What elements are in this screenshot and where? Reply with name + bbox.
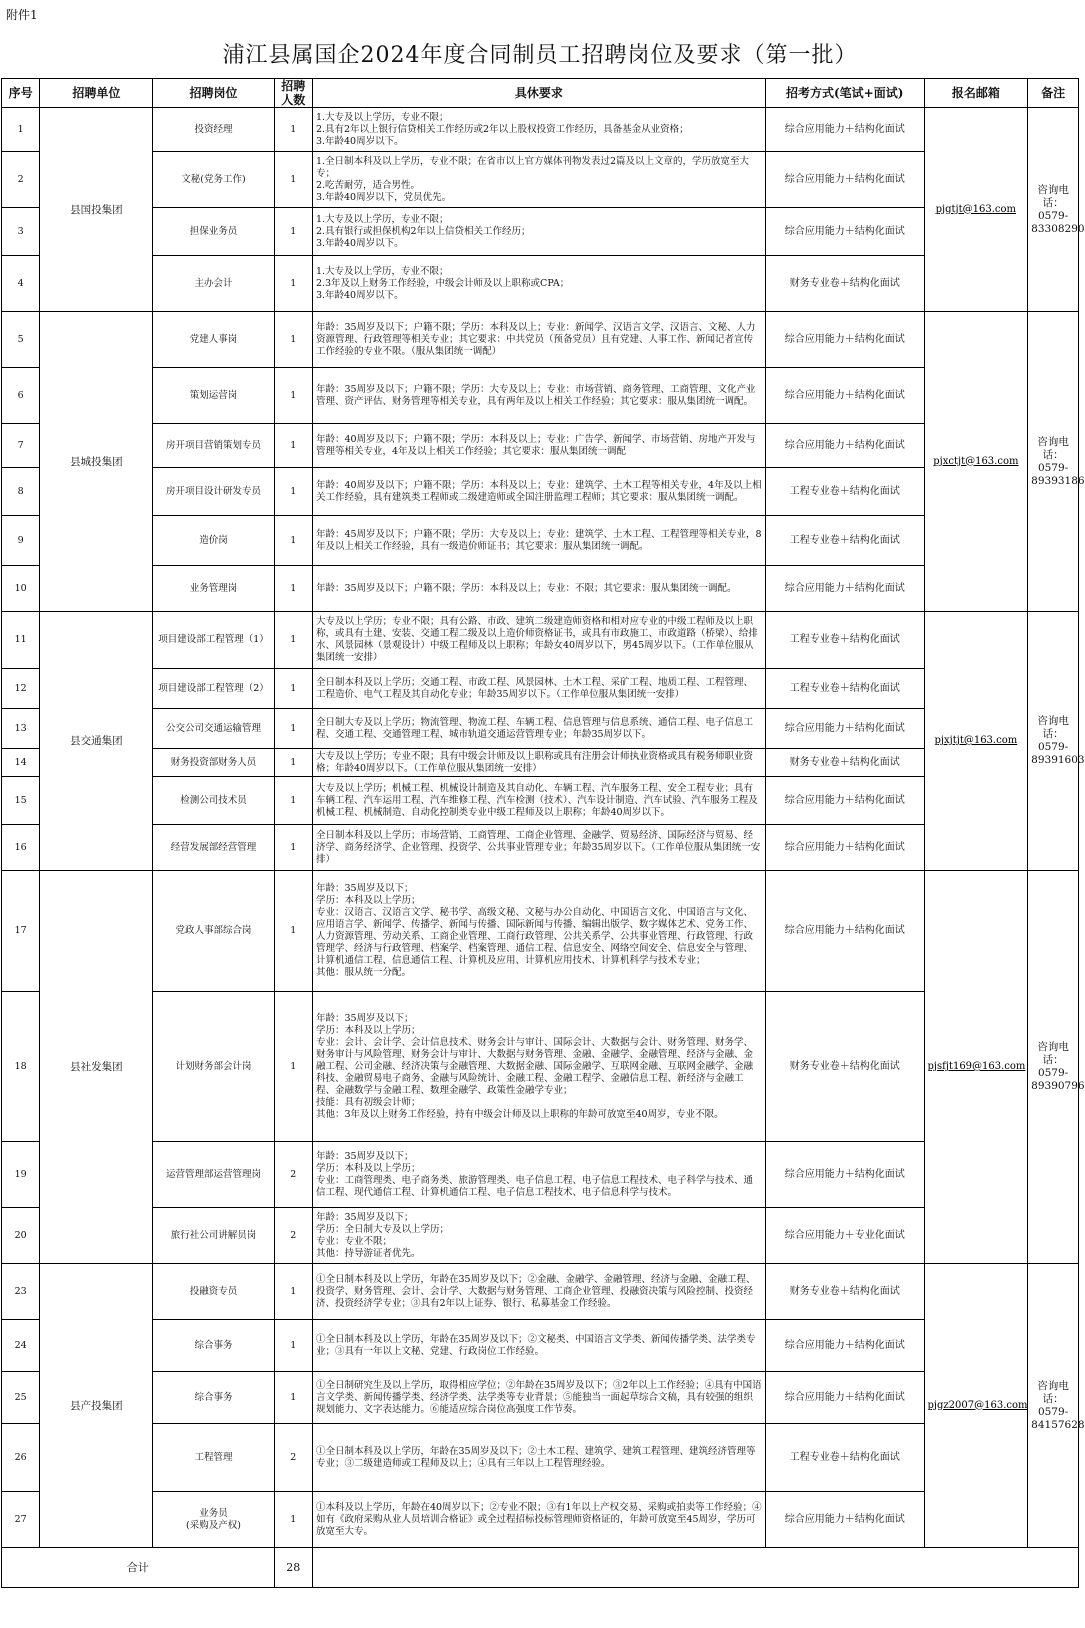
num-cell: 1: [274, 516, 312, 566]
exam-cell: 综合应用能力＋结构化面试: [765, 368, 924, 424]
row-no: 1: [2, 108, 40, 152]
num-cell: 1: [274, 152, 312, 208]
post-cell: 经营发展部经营管理: [153, 825, 274, 871]
header-email: 报名邮箱: [924, 79, 1028, 108]
row-no: 9: [2, 516, 40, 566]
requirements-cell: 全日制大专及以上学历；物流管理、物流工程、车辆工程、信息管理与信息系统、通信工程、电子信息工程、交通工程、交通管理工程、城市轨道交通运营管理专业；年龄35周岁以下。: [312, 709, 765, 749]
num-cell: 1: [274, 871, 312, 992]
page-title: 浦江县属国企2024年度合同制员工招聘岗位及要求（第一批）: [222, 43, 858, 68]
requirements-cell: 年龄：35周岁及以下；户籍不限；学历：大专及以上；专业：市场营销、商务管理、工商管理、文化产业管理、资产评估、财务管理等相关专业，具有两年及以上相关工作经验；其它要求：服从集团统一调配。: [312, 368, 765, 424]
table-row: [2, 709, 1079, 749]
post-cell: 业务管理岗: [153, 566, 274, 612]
table-row: [2, 468, 1079, 516]
table-row: [2, 424, 1079, 468]
table-row: [2, 108, 1079, 152]
num-cell: 1: [274, 108, 312, 152]
num-cell: 1: [274, 1320, 312, 1372]
requirements-cell: ①全日制本科及以上学历，年龄在35周岁及以下；②土木工程、建筑学、建筑工程管理、建筑经济管理等专业；③二级建造师或工程师及以上；④具有三年以上工程管理经验。: [312, 1424, 765, 1492]
num-cell: 1: [274, 424, 312, 468]
row-no: 16: [2, 825, 40, 871]
header-req: 具休要求: [312, 79, 765, 108]
exam-cell: 财务专业卷＋结构化面试: [765, 256, 924, 312]
num-cell: 1: [274, 468, 312, 516]
row-no: 12: [2, 669, 40, 709]
row-no: 2: [2, 152, 40, 208]
table-row: [2, 749, 1079, 777]
exam-cell: 综合应用能力＋结构化面试: [765, 709, 924, 749]
total-row: [2, 1548, 1079, 1588]
row-no: 4: [2, 256, 40, 312]
exam-cell: 综合应用能力＋结构化面试: [765, 1320, 924, 1372]
row-no: 23: [2, 1264, 40, 1320]
requirements-cell: 大专及以上学历；专业不限；具有中级会计师及以上职称或具有注册会计师执业资格或具有税务师职业资格；年龄40周岁以下。（工作单位服从集团统一安排）: [312, 749, 765, 777]
header-num: 招聘人数: [274, 79, 312, 108]
annex-label: 附件1: [6, 8, 38, 22]
exam-cell: 综合应用能力＋结构化面试: [765, 108, 924, 152]
table-row: [2, 256, 1079, 312]
requirements-cell: 年龄：35周岁及以下；户籍不限；学历：本科及以上；专业：不限；其它要求：服从集团统一调配。: [312, 566, 765, 612]
post-cell: 投融资专员: [153, 1264, 274, 1320]
exam-cell: 财务专业卷＋结构化面试: [765, 749, 924, 777]
table-row: [2, 992, 1079, 1142]
remark-cell: 咨询电话：0579-89390796: [1028, 871, 1079, 1264]
header-exam: 招考方式(笔试+面试): [765, 79, 924, 108]
table-row: [2, 777, 1079, 825]
table-row: [2, 871, 1079, 992]
requirements-cell: 大专及以上学历；机械工程、机械设计制造及其自动化、车辆工程、汽车服务工程、安全工程专业；具有车辆工程、汽车运用工程、汽车维修工程、汽车检测（技术）、汽车设计制造、汽车试验、汽车服务工程及机械工程、机械制造、自动化控制类专业中级工程师及以上职称；年龄40周岁以下。: [312, 777, 765, 825]
num-cell: 1: [274, 1264, 312, 1320]
requirements-cell: 年龄：35周岁及以下； 学历：全日制大专及以上学历； 专业：专业不限； 其他：持导游证者优先。: [312, 1208, 765, 1264]
table-row: [2, 566, 1079, 612]
row-no: 25: [2, 1372, 40, 1424]
exam-cell: 综合应用能力＋结构化面试: [765, 312, 924, 368]
row-no: 17: [2, 871, 40, 992]
remark-cell: 咨询电话：0579-83308290: [1028, 108, 1079, 312]
post-cell: 造价岗: [153, 516, 274, 566]
row-no: 24: [2, 1320, 40, 1372]
num-cell: 1: [274, 612, 312, 669]
num-cell: 1: [274, 368, 312, 424]
row-no: 6: [2, 368, 40, 424]
row-no: 5: [2, 312, 40, 368]
exam-cell: 综合应用能力＋结构化面试: [765, 208, 924, 256]
requirements-cell: 1.大专及以上学历，专业不限； 2.3年及以上财务工作经验，中级会计师及以上职称或CPA； 3.年龄40周岁以下。: [312, 256, 765, 312]
requirements-cell: 年龄：35周岁及以下；户籍不限；学历：本科及以上；专业：新闻学、汉语言文学、汉语言、文秘、人力资源管理、行政管理等相关专业；其它要求：中共党员（预备党员）且有党建、人事工作、新闻记者宣传工作经验的专业不限。（服从集团统一调配）: [312, 312, 765, 368]
num-cell: 1: [274, 749, 312, 777]
remark-cell: 咨询电话：0579-84157628: [1028, 1264, 1079, 1548]
row-no: 27: [2, 1492, 40, 1548]
email-cell[interactable]: pjxjtjt@163.com: [924, 612, 1028, 871]
post-cell: 文秘(党务工作): [153, 152, 274, 208]
exam-cell: 综合应用能力＋结构化面试: [765, 825, 924, 871]
requirements-cell: 年龄：40周岁及以下；户籍不限；学历：本科及以上；专业：建筑学、土木工程等相关专业，4年及以上相关工作经验，具有建筑类工程师或二级建造师或全国注册监理工程师；其它要求：服从集团统一调配。: [312, 468, 765, 516]
num-cell: 2: [274, 1142, 312, 1208]
unit-cell: 县交通集团: [40, 612, 153, 871]
exam-cell: 综合应用能力＋专业化面试: [765, 1208, 924, 1264]
exam-cell: 综合应用能力＋结构化面试: [765, 566, 924, 612]
header-post: 招聘岗位: [153, 79, 274, 108]
requirements-cell: 年龄：35周岁及以下； 学历：本科及以上学历； 专业：工商管理类、电子商务类、旅游管理类、电子信息工程、电子信息工程技术、电子科学与技术、通信工程、现代通信工程、计算机通信工程、电子信息工程技术、电子信息科学与技术。: [312, 1142, 765, 1208]
requirements-cell: 年龄：45周岁及以下；户籍不限；学历：大专及以上；专业：建筑学、土木工程、工程管理等相关专业，8年及以上相关工作经验，具有一级造价师证书；其它要求：服从集团统一调配。: [312, 516, 765, 566]
requirements-cell: 1.大专及以上学历，专业不限； 2.具有2年以上银行信贷相关工作经历或2年以上股权投资工作经历，具备基金从业资格； 3.年龄40周岁以下。: [312, 108, 765, 152]
exam-cell: 综合应用能力＋结构化面试: [765, 1492, 924, 1548]
num-cell: 1: [274, 208, 312, 256]
total-empty: [312, 1548, 1078, 1588]
post-cell: 综合事务: [153, 1320, 274, 1372]
remark-cell: 咨询电话：0579-89393186: [1028, 312, 1079, 612]
table-row: [2, 1424, 1079, 1492]
requirements-cell: 年龄：40周岁及以下；户籍不限；学历：本科及以上；专业：广告学、新闻学、市场营销、房地产开发与管理等相关专业，4年及以上相关工作经验；其它要求：服从集团统一调配: [312, 424, 765, 468]
requirements-cell: 全日制本科及以上学历；市场营销、工商管理、工商企业管理、金融学、贸易经济、国际经济与贸易、经济学、商务经济学、企业管理、投资学、公共事业管理专业；年龄35周岁以下。（工作单位服从集团统一安排）: [312, 825, 765, 871]
post-cell: 旅行社公司讲解员岗: [153, 1208, 274, 1264]
post-cell: 房开项目营销策划专员: [153, 424, 274, 468]
exam-cell: 综合应用能力＋结构化面试: [765, 1372, 924, 1424]
post-cell: 财务投资部财务人员: [153, 749, 274, 777]
row-no: 20: [2, 1208, 40, 1264]
post-cell: 工程管理: [153, 1424, 274, 1492]
post-cell: 运营管理部运营管理岗: [153, 1142, 274, 1208]
num-cell: 1: [274, 566, 312, 612]
header-remark: 备注: [1028, 79, 1079, 108]
post-cell: 党建人事岗: [153, 312, 274, 368]
header-row: [2, 79, 1079, 108]
exam-cell: 工程专业卷＋结构化面试: [765, 612, 924, 669]
table-row: [2, 1264, 1079, 1320]
post-cell: 业务员 (采购及产权): [153, 1492, 274, 1548]
num-cell: 1: [274, 256, 312, 312]
requirements-cell: 大专及以上学历；专业不限；具有公路、市政、建筑二级建造师资格和相对应专业的中级工程师及以上职称，或具有土建、安装、交通工程二级及以上造价师资格证书，或具有市政施工、市政道路（桥梁）、给排水、风景园林（景观设计）中级工程师及以上职称；年龄女40周岁以下，男45周岁以下。（工作单位服从集团统一安排）: [312, 612, 765, 669]
email-cell[interactable]: pjgtjt@163.com: [924, 108, 1028, 312]
requirements-cell: 1.全日制本科及以上学历，专业不限；在省市以上官方媒体刊物发表过2篇及以上文章的，学历放宽至大专； 2.吃苦耐劳，适合男性。 3.年龄40周岁以下，党员优先。: [312, 152, 765, 208]
exam-cell: 财务专业卷＋结构化面试: [765, 1264, 924, 1320]
table-row: [2, 612, 1079, 669]
post-cell: 担保业务员: [153, 208, 274, 256]
post-cell: 公交公司交通运输管理: [153, 709, 274, 749]
email-cell[interactable]: pjsfjt169@163.com: [924, 871, 1028, 1264]
post-cell: 项目建设部工程管理（2）: [153, 669, 274, 709]
requirements-cell: 年龄：35周岁及以下； 学历：本科及以上学历； 专业：汉语言、汉语言文学、秘书学、高级文秘、文秘与办公自动化、中国语言文化、中国语言与文化、应用语言学、新闻学、传播学、新闻与传播、国际新闻与传播、编辑出版学、数字媒体艺术、党务工作、人力资源管理、劳动关系、工商企业管理、工商行政管理、公共关系学、公共事业管理、行政管理、行政管理学、经济与行政管理、档案学、档案管理、通信工程、信息安全、网络空间安全、信息安全与管理、计算机通信工程、信息通信工程、计算机及应用、计算机应用技术、计算机科学与技术专业； 其他：服从统一分配。: [312, 871, 765, 992]
num-cell: 1: [274, 992, 312, 1142]
table-row: [2, 825, 1079, 871]
num-cell: 1: [274, 312, 312, 368]
num-cell: 2: [274, 1424, 312, 1492]
row-no: 8: [2, 468, 40, 516]
row-no: 18: [2, 992, 40, 1142]
num-cell: 1: [274, 1492, 312, 1548]
total-num: 28: [274, 1548, 312, 1588]
post-cell: 检测公司技术员: [153, 777, 274, 825]
table-row: [2, 1142, 1079, 1208]
table-row: [2, 1208, 1079, 1264]
exam-cell: 财务专业卷＋结构化面试: [765, 992, 924, 1142]
exam-cell: 综合应用能力＋结构化面试: [765, 1142, 924, 1208]
row-no: 7: [2, 424, 40, 468]
exam-cell: 工程专业卷＋结构化面试: [765, 468, 924, 516]
table-row: [2, 1492, 1079, 1548]
header-no: 序号: [2, 79, 40, 108]
table-row: [2, 1372, 1079, 1424]
row-no: 3: [2, 208, 40, 256]
table-row: [2, 152, 1079, 208]
recruitment-table: [1, 78, 1085, 1588]
requirements-cell: 1.大专及以上学历，专业不限； 2.具有银行或担保机构2年以上信贷相关工作经历； 3.年龄40周岁以下。: [312, 208, 765, 256]
row-no: 14: [2, 749, 40, 777]
requirements-cell: ①全日制本科及以上学历，年龄在35周岁及以下；②金融、金融学、金融管理、经济与金融、金融工程、投资学、财务管理、会计、会计学、大数据与财务管理、工商企业管理、投融资决策与风险控制、投资经济、投资经济学专业；③具有2年以上证券、银行、私募基金工作经验。: [312, 1264, 765, 1320]
requirements-cell: ①全日制本科及以上学历，年龄在35周岁及以下；②文秘类、中国语言文学类、新闻传播学类、法学类专业；③具有一年以上文秘、党建、行政岗位工作经验。: [312, 1320, 765, 1372]
num-cell: 1: [274, 669, 312, 709]
table-row: [2, 312, 1079, 368]
row-no: 15: [2, 777, 40, 825]
email-cell[interactable]: pjgz2007@163.com: [924, 1264, 1028, 1548]
unit-cell: 县社发集团: [40, 871, 153, 1264]
exam-cell: 综合应用能力＋结构化面试: [765, 152, 924, 208]
num-cell: 2: [274, 1208, 312, 1264]
table-row: [2, 1320, 1079, 1372]
post-cell: 计划财务部会计岗: [153, 992, 274, 1142]
num-cell: 1: [274, 1372, 312, 1424]
post-cell: 策划运营岗: [153, 368, 274, 424]
row-no: 26: [2, 1424, 40, 1492]
table-row: [2, 669, 1079, 709]
exam-cell: 综合应用能力＋结构化面试: [765, 777, 924, 825]
row-no: 13: [2, 709, 40, 749]
requirements-cell: ①全日制研究生及以上学历，取得相应学位；②年龄在35周岁及以下；③2年以上工作经验；④具有中国语言文学类、新闻传播学类、经济学类、法学类等专业背景；⑤能独当一面起草综合文稿，具有较强的组织规划能力、文字表达能力。⑥能适应综合岗位高强度工作节奏。: [312, 1372, 765, 1424]
post-cell: 投资经理: [153, 108, 274, 152]
post-cell: 综合事务: [153, 1372, 274, 1424]
post-cell: 党政人事部综合岗: [153, 871, 274, 992]
unit-cell: 县城投集团: [40, 312, 153, 612]
post-cell: 项目建设部工程管理（1）: [153, 612, 274, 669]
table-row: [2, 208, 1079, 256]
requirements-cell: 年龄：35周岁及以下； 学历：本科及以上学历； 专业：会计、会计学、会计信息技术、财务会计与审计、国际会计、大数据与会计、财务管理、财务学、财务审计与风险管理、财务会计与审计、大数据与财务管理、金融、金融学、金融管理、经济与金融、金融工程、公司金融、经济决策与金融管理、大数据金融、国际金融学、互联网金融、互联网金融学、金融科技、金融贸易电子商务、金融与风险统计、金融工程、金融工程学、金融信息工程、新经济与金融工程、金融数学与金融工程、数理金融学、政策性金融学专业； 技能：具有初级会计师； 其他：3年及以上财务工作经验，持有中级会计师及以上职称的年龄可放宽至40周岁，专业不限。: [312, 992, 765, 1142]
requirements-cell: ①本科及以上学历，年龄在40周岁以下；②专业不限；③有1年以上产权交易、采购或拍卖等工作经验；④如有《政府采购从业人员培训合格证》或全过程招标投标管理师资格证的，年龄可放宽至45周岁，学历可放宽至大专。: [312, 1492, 765, 1548]
num-cell: 1: [274, 777, 312, 825]
requirements-cell: 全日制本科及以上学历；交通工程、市政工程、风景园林、土木工程、采矿工程、地质工程、工程管理、工程造价、电气工程及其自动化专业；年龄35周岁以下。（工作单位服从集团统一安排）: [312, 669, 765, 709]
post-cell: 房开项目设计研发专员: [153, 468, 274, 516]
post-cell: 主办会计: [153, 256, 274, 312]
num-cell: 1: [274, 709, 312, 749]
total-label: 合计: [2, 1548, 275, 1588]
exam-cell: 工程专业卷＋结构化面试: [765, 669, 924, 709]
row-no: 11: [2, 612, 40, 669]
email-cell[interactable]: pjxctjt@163.com: [924, 312, 1028, 612]
num-cell: 1: [274, 825, 312, 871]
unit-cell: 县国投集团: [40, 108, 153, 312]
exam-cell: 工程专业卷＋结构化面试: [765, 1424, 924, 1492]
header-unit: 招聘单位: [40, 79, 153, 108]
remark-cell: 咨询电话：0579-89391603: [1028, 612, 1079, 871]
row-no: 10: [2, 566, 40, 612]
exam-cell: 综合应用能力＋结构化面试: [765, 871, 924, 992]
table-row: [2, 516, 1079, 566]
table-row: [2, 368, 1079, 424]
exam-cell: 综合应用能力＋结构化面试: [765, 424, 924, 468]
unit-cell: 县产投集团: [40, 1264, 153, 1548]
exam-cell: 工程专业卷＋结构化面试: [765, 516, 924, 566]
row-no: 19: [2, 1142, 40, 1208]
